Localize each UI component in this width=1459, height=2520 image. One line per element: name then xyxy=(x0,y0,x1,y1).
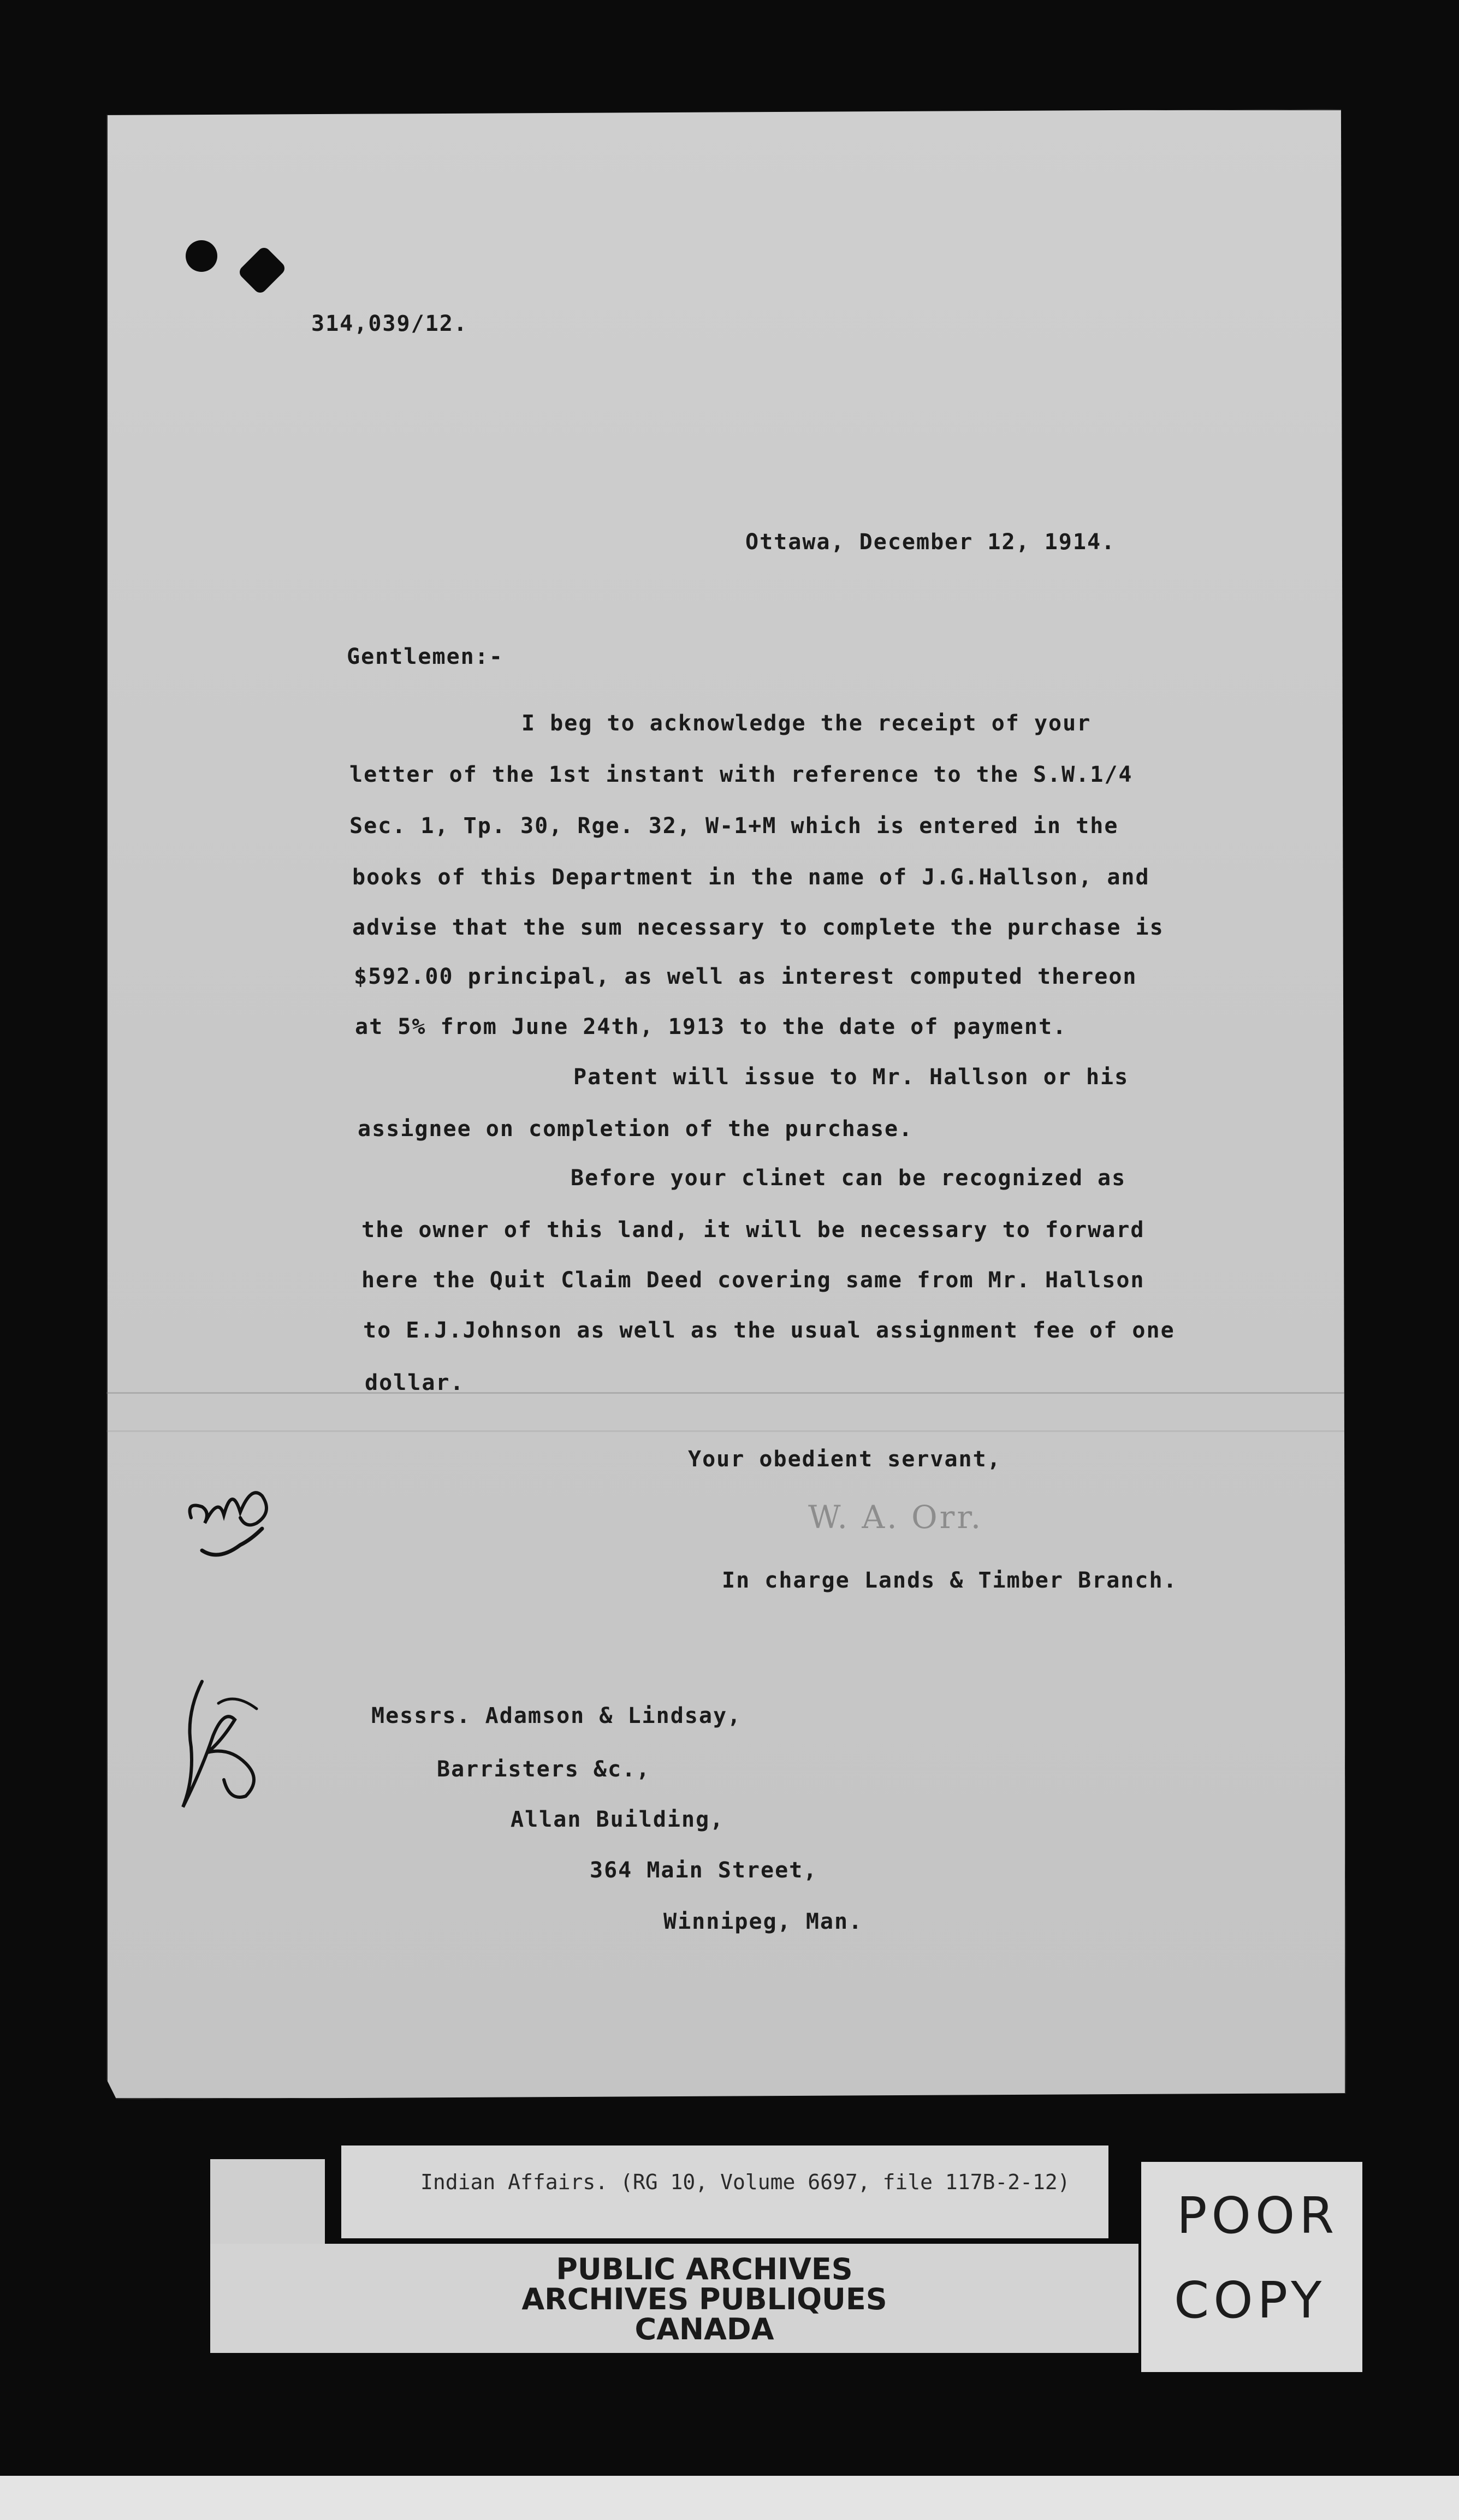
closing: Your obedient servant, xyxy=(688,1447,1001,1472)
archive-name-line: CANADA xyxy=(634,2312,774,2346)
body-line: Patent will issue to Mr. Hallson or his xyxy=(573,1065,1129,1090)
handwritten-mark xyxy=(169,1671,289,1829)
archive-name-line: PUBLIC ARCHIVES xyxy=(556,2252,853,2286)
signature-stamp: W. A. Orr. xyxy=(808,1499,983,1536)
address-line: Messrs. Adamson & Lindsay, xyxy=(371,1703,742,1728)
archive-reference: Indian Affairs. (RG 10, Volume 6697, file 117B-2-12) xyxy=(420,2170,1070,2194)
poor-copy-line: COPY xyxy=(1174,2271,1326,2329)
body-line: advise that the sum necessary to complete the purchase is xyxy=(352,915,1164,940)
handwritten-initials xyxy=(180,1452,295,1578)
punch-hole xyxy=(186,240,217,272)
body-line: letter of the 1st instant with reference to the S.W.1/4 xyxy=(349,762,1133,787)
address-line: 364 Main Street, xyxy=(590,1858,818,1883)
body-line: assignee on completion of the purchase. xyxy=(358,1116,914,1142)
body-line: $592.00 principal, as well as interest computed thereon xyxy=(354,964,1137,989)
body-line: to E.J.Johnson as well as the usual assignment fee of one xyxy=(363,1318,1175,1343)
address-line: Allan Building, xyxy=(511,1807,725,1832)
body-line: books of this Department in the name of J.G.Hallson, and xyxy=(352,865,1150,890)
address-line: Winnipeg, Man. xyxy=(663,1909,863,1934)
poor-copy-line: POOR xyxy=(1177,2186,1339,2245)
fold-line xyxy=(106,1430,1346,1432)
place-date: Ottawa, December 12, 1914. xyxy=(745,530,1116,555)
body-line: dollar. xyxy=(365,1370,465,1395)
signatory-title: In charge Lands & Timber Branch. xyxy=(722,1568,1178,1593)
fold-line xyxy=(106,1392,1346,1394)
salutation: Gentlemen:- xyxy=(347,644,503,669)
body-line: I beg to acknowledge the receipt of your xyxy=(521,711,1092,736)
archive-name-line: ARCHIVES PUBLIQUES xyxy=(521,2282,887,2316)
address-line: Barristers &c., xyxy=(437,1757,651,1782)
body-line: the owner of this land, it will be necessary to forward xyxy=(361,1217,1145,1243)
body-line: here the Quit Claim Deed covering same from Mr. Hallson xyxy=(361,1268,1145,1293)
letter-sheet xyxy=(106,109,1346,2099)
body-line: Before your clinet can be recognized as xyxy=(571,1166,1126,1191)
body-line: at 5% from June 24th, 1913 to the date of payment. xyxy=(355,1014,1067,1039)
file-number: 314,039/12. xyxy=(311,311,468,336)
bottom-margin-strip xyxy=(0,2476,1459,2520)
body-line: Sec. 1, Tp. 30, Rge. 32, W-1+M which is entered in the xyxy=(349,813,1119,839)
